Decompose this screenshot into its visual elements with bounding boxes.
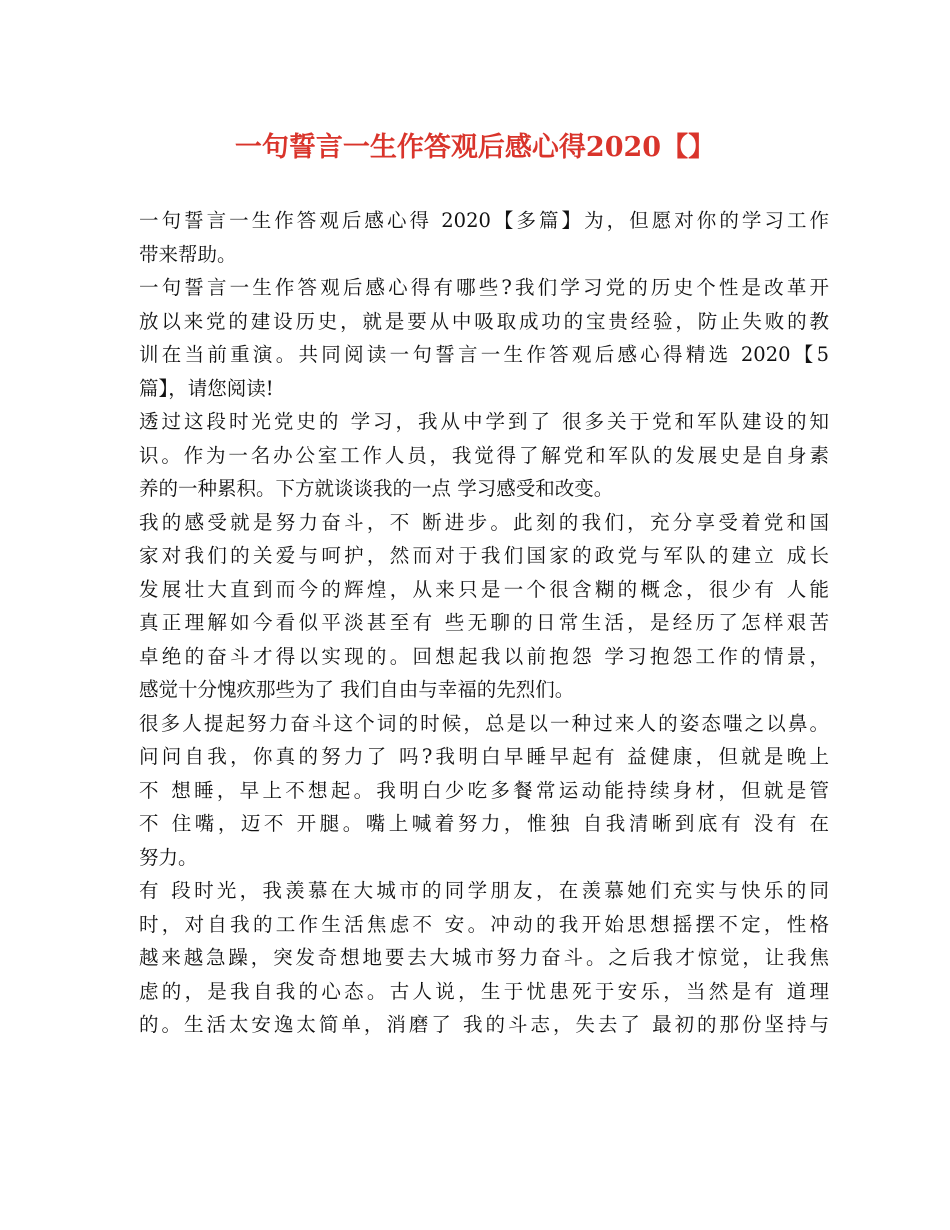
text-line: 的。生活太安逸太简单，消磨了 我的斗志，失去了 最初的那份坚持与 [139,1013,829,1036]
text-line: 一句誓言一生作答观后感心得 2020【多篇】为，但愿对你的学习工作 [139,209,829,232]
text-line: 一句誓言一生作答观后感心得有哪些?我们学习党的历史个性是改革开 [139,276,829,299]
text-line: 有 段时光，我羡慕在大城市的同学朋友，在羡慕她们充实与快乐的同 [139,879,829,902]
text-line: 养的一种累积。下方就谈谈我的一点 学习感受和改变。 [139,477,614,500]
text-line: 带来帮助。 [139,242,237,266]
text-line: 透过这段时光党史的 学习，我从中学到了 很多关于党和军队建设的知 [139,410,829,433]
text-line: 家对我们的关爱与呵护，然而对于我们国家的政党与军队的建立 成长 [139,544,829,567]
text-line: 篇】，请您阅读! [139,376,274,400]
text-line: 不 想睡，早上不想起。我明白少吃多餐常运动能持续身材，但就是管 [139,778,829,802]
text-line: 我的感受就是努力奋斗，不 断进步。此刻的我们，充分享受着党和国 [139,510,829,534]
text-line: 问问自我，你真的努力了 吗?我明白早睡早起有 益健康，但就是晚上 [139,745,829,768]
text-line: 识。作为一名办公室工作人员，我觉得了解党和军队的发展史是自身素 [139,443,829,467]
text-line: 努力。 [139,845,198,869]
text-line: 时，对自我的工作生活焦虑不 安。冲动的我开始思想摇摆不定，性格 [139,912,829,936]
document-title: 一句誓言一生作答观后感心得2020【】 [234,132,716,163]
text-line: 发展壮大直到而今的辉煌，从来只是一个很含糊的概念，很少有 人能 [139,577,829,601]
text-line: 训在当前重演。共同阅读一句誓言一生作答观后感心得精选 2020【5 [139,343,829,366]
text-line: 真正理解如今看似平淡甚至有 些无聊的日常生活，是经历了怎样艰苦 [139,611,829,634]
text-line: 越来越急躁，突发奇想地要去大城市努力奋斗。之后我才惊觉，让我焦 [139,946,829,969]
text-line: 不 住嘴，迈不 开腿。嘴上喊着努力，惟独 自我清晰到底有 没有 在 [139,812,829,835]
text-line: 放以来党的建设历史，就是要从中吸取成功的宝贵经验，防止失败的教 [139,309,829,333]
text-line: 感觉十分愧疚那些为了 我们自由与幸福的先烈们。 [139,678,575,701]
text-line: 卓绝的奋斗才得以实现的。回想起我以前抱怨 学习抱怨工作的情景， [139,644,829,668]
text-line: 虑的，是我自我的心态。古人说，生于忧患死于安乐，当然是有 道理 [139,979,829,1003]
document-body [139,204,829,1042]
text-line: 很多人提起努力奋斗这个词的时候，总是以一种过来人的姿态嗤之以鼻。 [139,711,829,735]
